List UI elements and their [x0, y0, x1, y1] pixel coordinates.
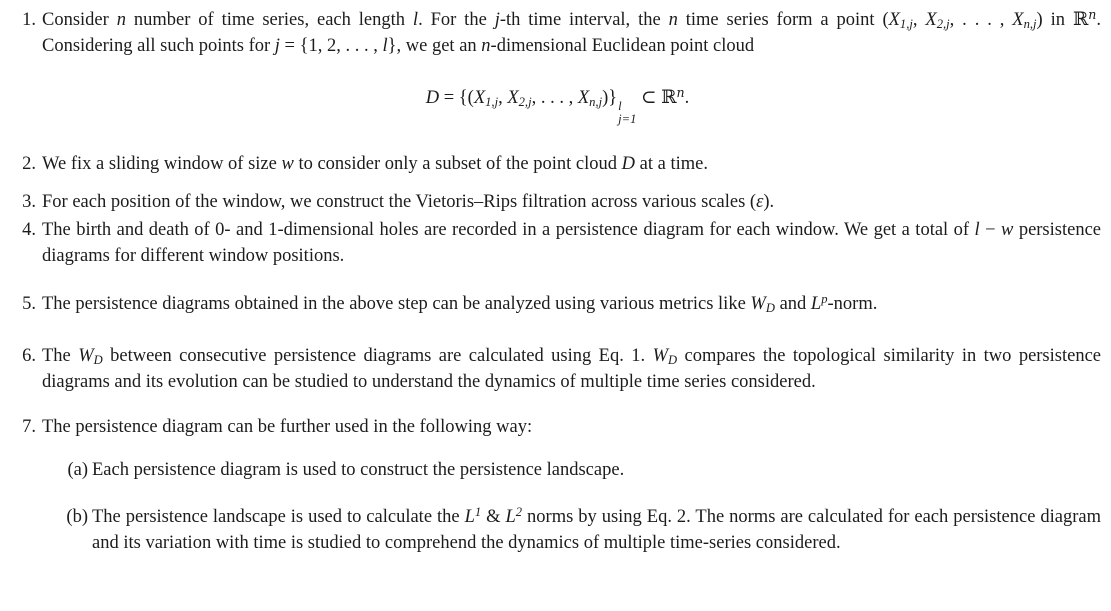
text-segment: $X_{n,j}$: [1012, 10, 1037, 31]
text-segment: j: [494, 10, 500, 30]
text-segment: l: [412, 10, 419, 30]
list-item: [14, 291, 1101, 317]
text-segment: −: [979, 220, 1002, 241]
text-segment: l: [974, 220, 980, 241]
text-segment: . For the: [418, 10, 495, 30]
stacked-scripts: l j=1: [618, 98, 637, 127]
text-segment: $L^1$: [464, 505, 482, 528]
text-segment: ε: [756, 192, 764, 213]
text-segment: at a time.: [635, 154, 708, 175]
text-segment: The persistence landscape is used to calculate the: [92, 507, 465, 528]
text-segment: }, we get an: [387, 36, 482, 56]
item-text: [42, 417, 532, 437]
text-segment: $L^p$: [810, 292, 828, 315]
display-equation: [14, 85, 1101, 127]
text-segment: $X_{1,j}$: [888, 10, 913, 31]
text-segment: , . . . ,: [531, 88, 578, 108]
item-marker: 5.: [22, 294, 36, 315]
text-segment: The persistence diagram can be further used in the following way:: [42, 417, 533, 438]
text-segment: w: [281, 154, 294, 175]
text-segment: ⊂: [636, 88, 662, 108]
text-segment: ,: [912, 10, 926, 30]
item-marker: 7.: [22, 417, 36, 438]
item-text: [42, 7, 1101, 56]
text-segment: = {(: [439, 88, 474, 108]
text-segment: n: [481, 36, 491, 56]
text-segment: .: [684, 88, 690, 108]
text-segment: time series form a point (: [677, 10, 889, 30]
text-segment: n: [668, 10, 678, 30]
text-segment: ,: [498, 88, 508, 108]
text-segment: = {1, 2, . . . ,: [279, 36, 383, 56]
text-segment: l: [382, 36, 388, 56]
equation-text: [425, 85, 690, 127]
list-item: [14, 189, 1101, 215]
text-segment: norms by using Eq. 2. The norms are calculated for each persistence diagram and its variation with time is studied to comprehend the dynamics of multiple time-series considered.: [92, 507, 1101, 554]
list-item: [14, 504, 1101, 556]
text-segment: $L^2$: [505, 505, 523, 528]
text-segment: $X_{2,j}$: [925, 10, 950, 31]
text-segment: We fix a sliding window of size: [42, 154, 282, 175]
text-segment: $X_{2,j}$: [507, 88, 532, 109]
text-segment: The: [42, 346, 79, 367]
item-marker: (b): [66, 507, 88, 528]
text-segment: and: [774, 294, 811, 315]
text-segment: persistence diagrams for different window positions.: [42, 220, 1101, 267]
item-marker: 2.: [22, 154, 36, 175]
item-marker: 6.: [22, 346, 36, 367]
text-segment: compares the topological similarity in two persistence diagrams and its evolution can be studied to understand the dynamics of multiple time series considered.: [42, 346, 1101, 393]
text-segment: ℝ$^n$: [661, 85, 685, 108]
text-segment: w: [1001, 220, 1014, 241]
list-item: [14, 343, 1101, 395]
text-segment: Each persistence diagram is used to construct the persistence landscape.: [92, 460, 625, 481]
item-text: [92, 507, 1101, 553]
text-segment: $X_{1,j}$: [473, 88, 499, 109]
text-segment: j: [274, 36, 280, 56]
text-segment: D: [425, 88, 440, 108]
document-body: [14, 7, 1101, 556]
text-segment: )} l j=1: [602, 88, 637, 127]
item-text: [42, 192, 774, 212]
item-text: [42, 154, 708, 174]
text-segment: , . . . ,: [949, 10, 1013, 30]
item-marker: (a): [67, 460, 88, 481]
text-segment: $W_D$: [750, 294, 775, 315]
text-segment: -dimensional Euclidean point cloud: [490, 36, 755, 56]
text-segment: Consider: [42, 10, 117, 30]
text-segment: The persistence diagrams obtained in the above step can be analyzed using various metrics like: [42, 294, 751, 315]
item-text: [42, 220, 1101, 266]
list-item: [14, 151, 1101, 177]
text-segment: D: [621, 154, 636, 175]
text-segment: number of time series, each length: [125, 10, 413, 30]
text-segment: For each position of the window, we construct the Vietoris–Rips filtration across various scales (: [42, 192, 757, 213]
item-text: [92, 460, 624, 480]
item-marker: 3.: [22, 192, 36, 213]
text-segment: n: [116, 10, 126, 30]
text-segment: . Considering all such points for: [42, 10, 1101, 56]
text-segment: &: [481, 507, 506, 528]
text-segment: to consider only a subset of the point cloud: [293, 154, 622, 175]
text-segment: ℝ$^n$: [1072, 7, 1097, 30]
item-marker: 4.: [22, 220, 36, 241]
text-segment: ).: [763, 192, 775, 213]
list-item: [14, 7, 1101, 59]
list-item: [14, 457, 1101, 483]
list-item: [14, 217, 1101, 269]
item-text: [42, 294, 877, 314]
item-marker: 1.: [22, 10, 36, 30]
text-segment: $X_{n,j}$: [577, 88, 603, 109]
text-segment: $W_D$: [652, 346, 678, 367]
text-segment: -th time interval, the: [499, 10, 669, 30]
text-segment: ) in: [1036, 10, 1073, 30]
text-segment: -norm.: [827, 294, 878, 315]
list-item: [14, 414, 1101, 440]
text-segment: The birth and death of 0- and 1-dimensional holes are recorded in a persistence diagram for each window. We get a total of: [42, 220, 975, 241]
text-segment: between consecutive persistence diagrams are calculated using Eq. 1.: [102, 346, 653, 367]
item-text: [42, 346, 1101, 392]
text-segment: $W_D$: [78, 346, 103, 367]
